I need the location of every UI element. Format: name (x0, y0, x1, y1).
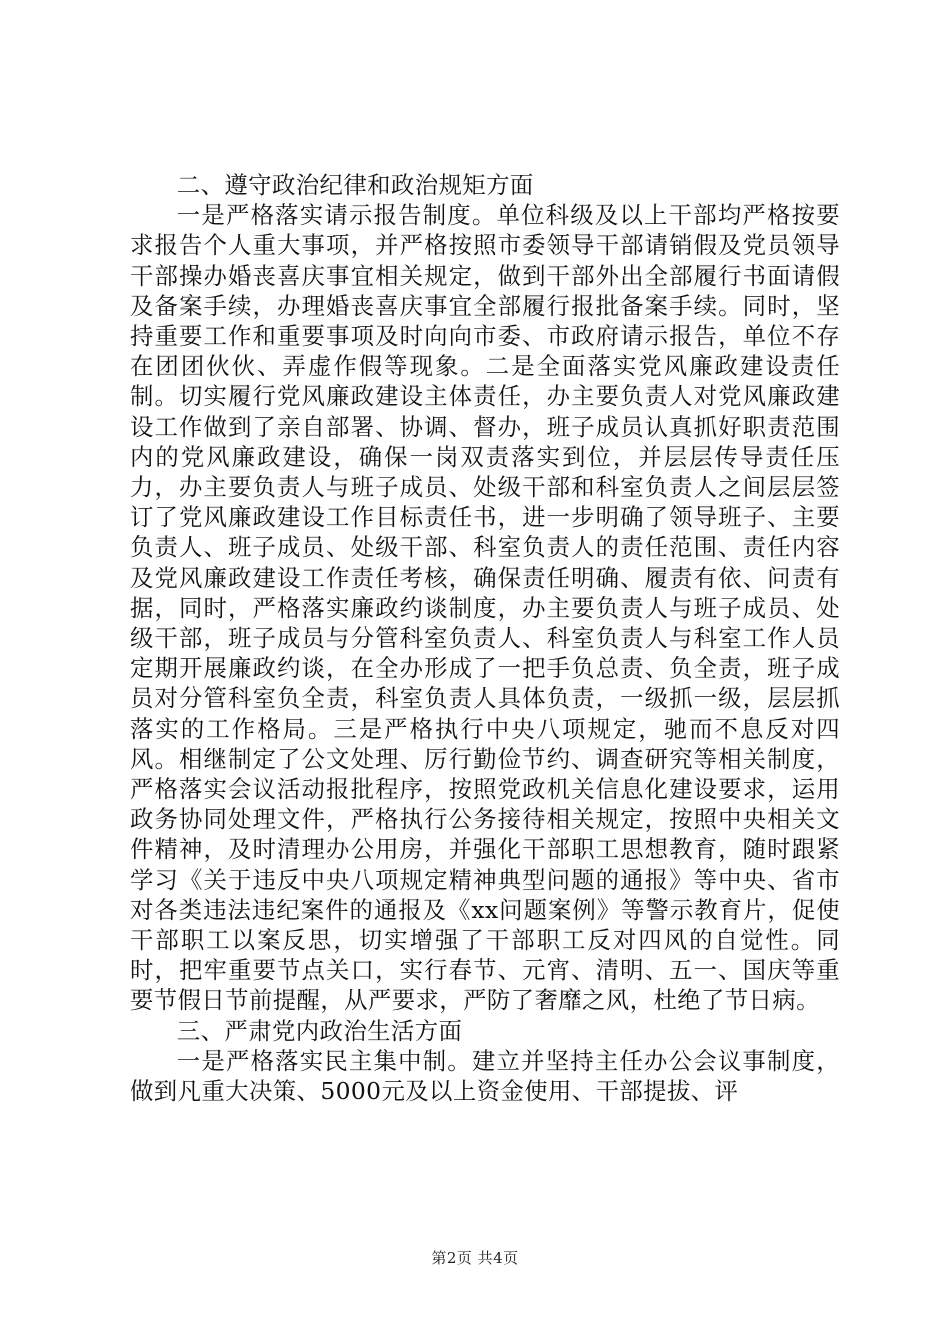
body-paragraph-reporting-system: 一是严格落实请示报告制度。单位科级及以上干部均严格按要求报告个人重大事项，并严格按照市委领导干部请销假及党员领导干部操办婚丧喜庆事宜相关规定，做到干部外出全部履行书面请假及备案手续，办理婚丧喜庆事宜全部履行报批备案手续。同时，坚持重要工作和重要事项及时向向市委、市政府请示报告，单位不存在团团伙伙、弄虚作假等现象。二是全面落实党风廉政建设责任制。切实履行党风廉政建设主体责任，办主要负责人对党风廉政建设工作做到了亲自部署、协调、督办，班子成员认真抓好职责范围内的党风廉政建设，确保一岗双责落实到位，并层层传导责任压力，办主要负责人与班子成员、处级干部和科室负责人之间层层签订了党风廉政建设工作目标责任书，进一步明确了领导班子、主要负责人、班子成员、处级干部、科室负责人的责任范围、责任内容及党风廉政建设工作责任考核，确保责任明确、履责有依、问责有据，同时，严格落实廉政约谈制度，办主要负责人与班子成员、处级干部，班子成员与分管科室负责人、科室负责人与科室工作人员定期开展廉政约谈，在全办形成了一把手负总责、负全责，班子成员对分管科室负全责，科室负责人具体负责，一级抓一级，层层抓落实的工作格局。三是严格执行中央八项规定，驰而不息反对四风。相继制定了公文处理、厉行勤俭节约、调查研究等相关制度，严格落实会议活动报批程序，按照党政机关信息化建设要求，运用政务协同处理文件，严格执行公务接待相关规定，按照中央相关文件精神，及时清理办公用房，并强化干部职工思想教育，随时跟紧学习《关于违反中央八项规定精神典型问题的通报》等中央、省市对各类违法违纪案件的通报及《xx问题案例》等警示教育片，促使干部职工以案反思，切实增强了干部职工反对四风的自觉性。同时，把牢重要节点关口，实行春节、元宵、清明、五一、国庆等重要节假日节前提醒，从严要求，严防了奢靡之风，杜绝了节日病。 (130, 201, 840, 1015)
section-heading-party-political-life: 三、严肃党内政治生活方面 (176, 1016, 463, 1045)
body-paragraph-democratic-centralism: 一是严格落实民主集中制。建立并坚持主任办公会议事制度，做到凡重大决策、5000元及以上资金使用、干部提拔、评 (130, 1046, 840, 1106)
document-body (130, 170, 840, 1106)
section-heading-political-discipline: 二、遵守政治纪律和政治规矩方面 (176, 171, 534, 199)
page-number-footer: 第2页 共4页 (431, 1249, 519, 1267)
